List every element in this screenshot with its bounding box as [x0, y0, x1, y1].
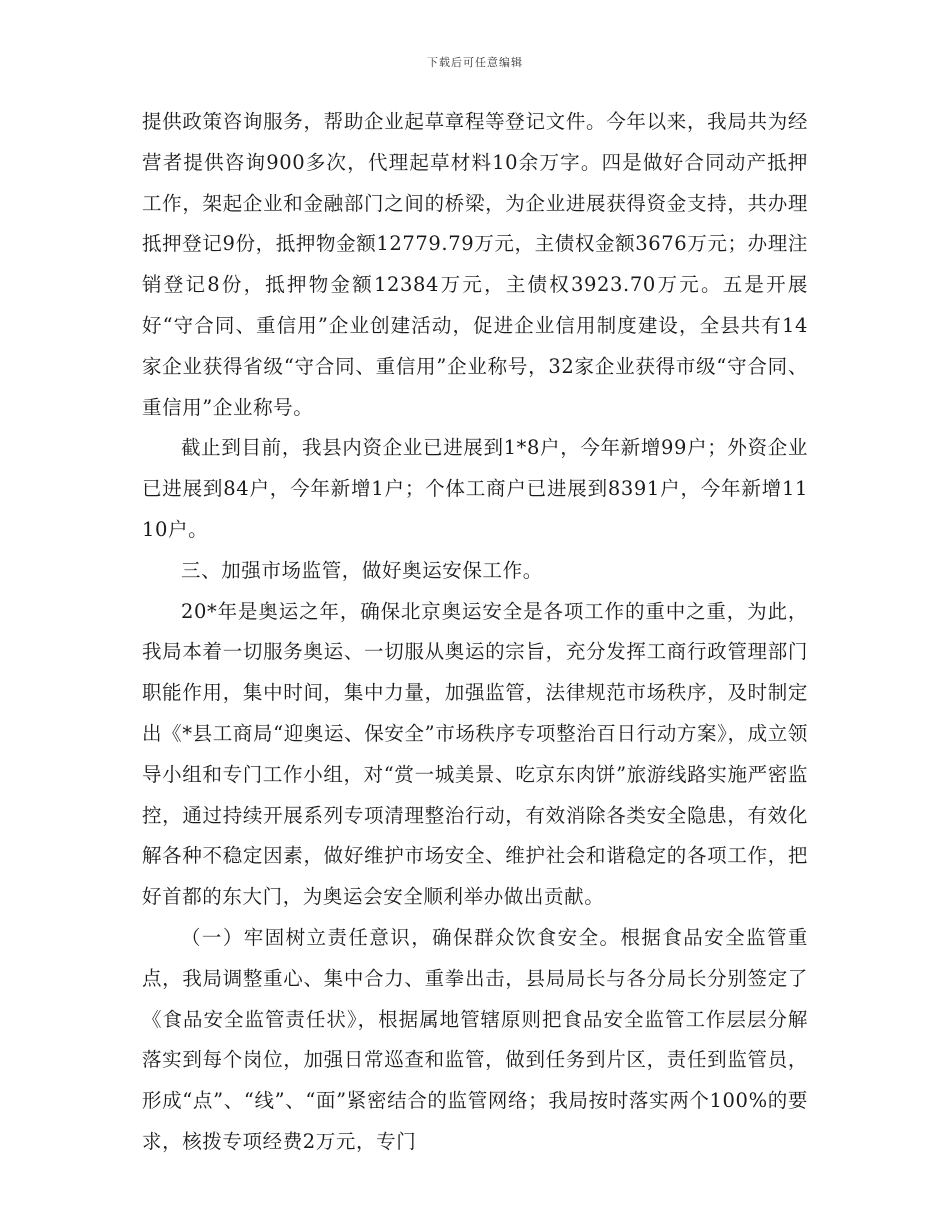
document-body [142, 102, 808, 1163]
paragraph-1: 提供政策咨询服务，帮助企业起草章程等登记文件。今年以来，我局共为经营者提供咨询900多次，代理起草材料10余万字。四是做好合同动产抵押工作，架起企业和金融部门之间的桥梁，为企业进展获得资金支持，共办理抵押登记9份，抵押物金额12779.79万元，主债权金额3676万元；办理注销登记8份，抵押物金额12384万元，主债权3923.70万元。五是开展好“守合同、重信用”企业创建活动，促进企业信用制度建设，全县共有14家企业获得省级“守合同、重信用”企业称号，32家企业获得市级“守合同、重信用”企业称号。 [142, 110, 808, 419]
paragraph-2: 截止到目前，我县内资企业已进展到1*8户，今年新增99户；外资企业已进展到84户，今年新增1户；个体工商户已进展到8391户，今年新增1110户。 [142, 436, 808, 541]
paragraph-5: （一）牢固树立责任意识，确保群众饮食安全。根据食品安全监管重点，我局调整重心、集中合力、重拳出击，县局局长与各分局长分别签定了《食品安全监管责任状》，根据属地管辖原则把食品安全监管工作层层分解落实到每个岗位，加强日常巡查和监管，做到任务到片区，责任到监管员，形成“点”、“线”、“面”紧密结合的监管网络；我局按时落实两个100%的要求，核拨专项经费2万元，专门 [142, 925, 808, 1153]
header-note: 下载后可任意编辑 [427, 56, 523, 69]
paragraph-4: 20*年是奥运之年，确保北京奥运安全是各项工作的重中之重，为此，我局本着一切服务奥运、一切服从奥运的宗旨，充分发挥工商行政管理部门职能作用，集中时间，集中力量，加强监管，法律规范市场秩序，及时制定出《*县工商局“迎奥运、保安全”市场秩序专项整治百日行动方案》，成立领导小组和专门工作小组，对“赏一城美景、吃京东肉饼”旅游线路实施严密监控，通过持续开展系列专项清理整治行动，有效消除各类安全隐患，有效化解各种不稳定因素，做好维护市场安全、维护社会和谐稳定的各项工作，把好首都的东大门，为奥运会安全顺利举办做出贡献。 [142, 599, 808, 909]
paragraph-3-heading: 三、加强市场监管，做好奥运安保工作。 [181, 558, 543, 582]
